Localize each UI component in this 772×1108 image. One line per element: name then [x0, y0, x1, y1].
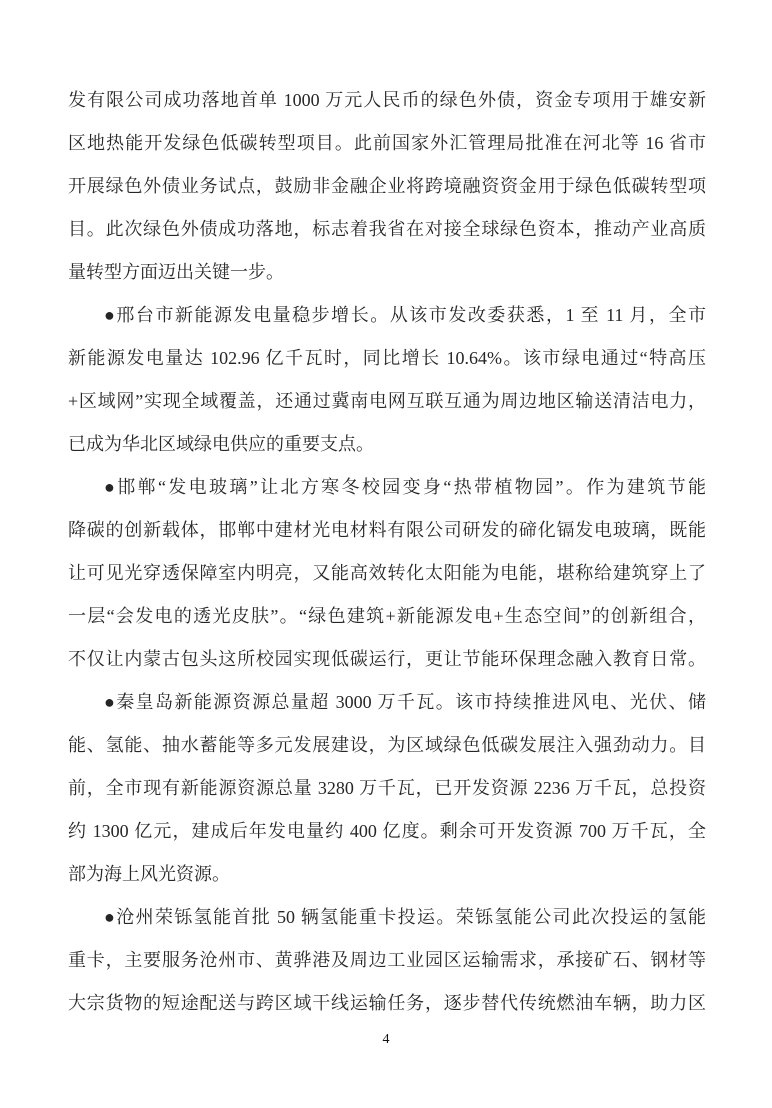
text-line: 区地热能开发绿色低碳转型项目。此前国家外汇管理局批准在河北等 16 省市 — [68, 133, 706, 153]
text-line: ●邢台市新能源发电量稳步增长。从该市发改委获悉，1 至 11 月，全市 — [104, 305, 706, 325]
text-line: 目。此次绿色外债成功落地，标志着我省在对接全球绿色资本，推动产业高质 — [68, 219, 706, 239]
text-line: 发有限公司成功落地首单 1000 万元人民币的绿色外债，资金专项用于雄安新 — [68, 90, 706, 110]
text-line: 约 1300 亿元，建成后年发电量约 400 亿度。剩余可开发资源 700 万千瓦，全 — [68, 821, 706, 841]
paragraph — [68, 681, 706, 896]
text-line: 不仅让内蒙古包头这所校园实现低碳运行，更让节能环保理念融入教育日常。 — [68, 649, 706, 669]
paragraph — [68, 896, 706, 1025]
text-line: ●沧州荣铄氢能首批 50 辆氢能重卡投运。荣铄氢能公司此次投运的氢能 — [104, 907, 706, 927]
text-line: 部为海上风光资源。 — [68, 864, 230, 884]
text-line: +区域网”实现全域覆盖，还通过冀南电网互联互通为周边地区输送清洁电力， — [68, 391, 706, 411]
document-body — [68, 79, 706, 1025]
text-line: 已成为华北区域绿电供应的重要支点。 — [68, 434, 374, 454]
text-line: 新能源发电量达 102.96 亿千瓦时，同比增长 10.64%。该市绿电通过“特高压 — [68, 348, 706, 368]
text-line: 让可见光穿透保障室内明亮，又能高效转化太阳能为电能，堪称给建筑穿上了 — [68, 563, 706, 583]
text-line: ●秦皇岛新能源资源总量超 3000 万千瓦。该市持续推进风电、光伏、储 — [104, 692, 706, 712]
page-number: 4 — [382, 1032, 390, 1047]
text-line: 量转型方面迈出关键一步。 — [68, 262, 284, 282]
text-line: 大宗货物的短途配送与跨区域干线运输任务，逐步替代传统燃油车辆，助力区 — [68, 993, 706, 1013]
paragraph — [68, 79, 706, 294]
text-line: 开展绿色外债业务试点，鼓励非金融企业将跨境融资资金用于绿色低碳转型项 — [68, 176, 706, 196]
text-line: 重卡，主要服务沧州市、黄骅港及周边工业园区运输需求，承接矿石、钢材等 — [68, 950, 706, 970]
text-line: 一层“会发电的透光皮肤”。“绿色建筑+新能源发电+生态空间”的创新组合， — [68, 606, 706, 626]
paragraph — [68, 294, 706, 466]
text-line: 降碳的创新载体，邯郸中建材光电材料有限公司研发的碲化镉发电玻璃，既能 — [68, 520, 706, 540]
text-line: 能、氢能、抽水蓄能等多元发展建设，为区域绿色低碳发展注入强劲动力。目 — [68, 735, 706, 755]
paragraph — [68, 466, 706, 681]
text-line: ●邯郸“发电玻璃”让北方寒冬校园变身“热带植物园”。作为建筑节能 — [104, 477, 706, 497]
text-line: 前，全市现有新能源资源总量 3280 万千瓦，已开发资源 2236 万千瓦，总投资 — [68, 778, 706, 798]
